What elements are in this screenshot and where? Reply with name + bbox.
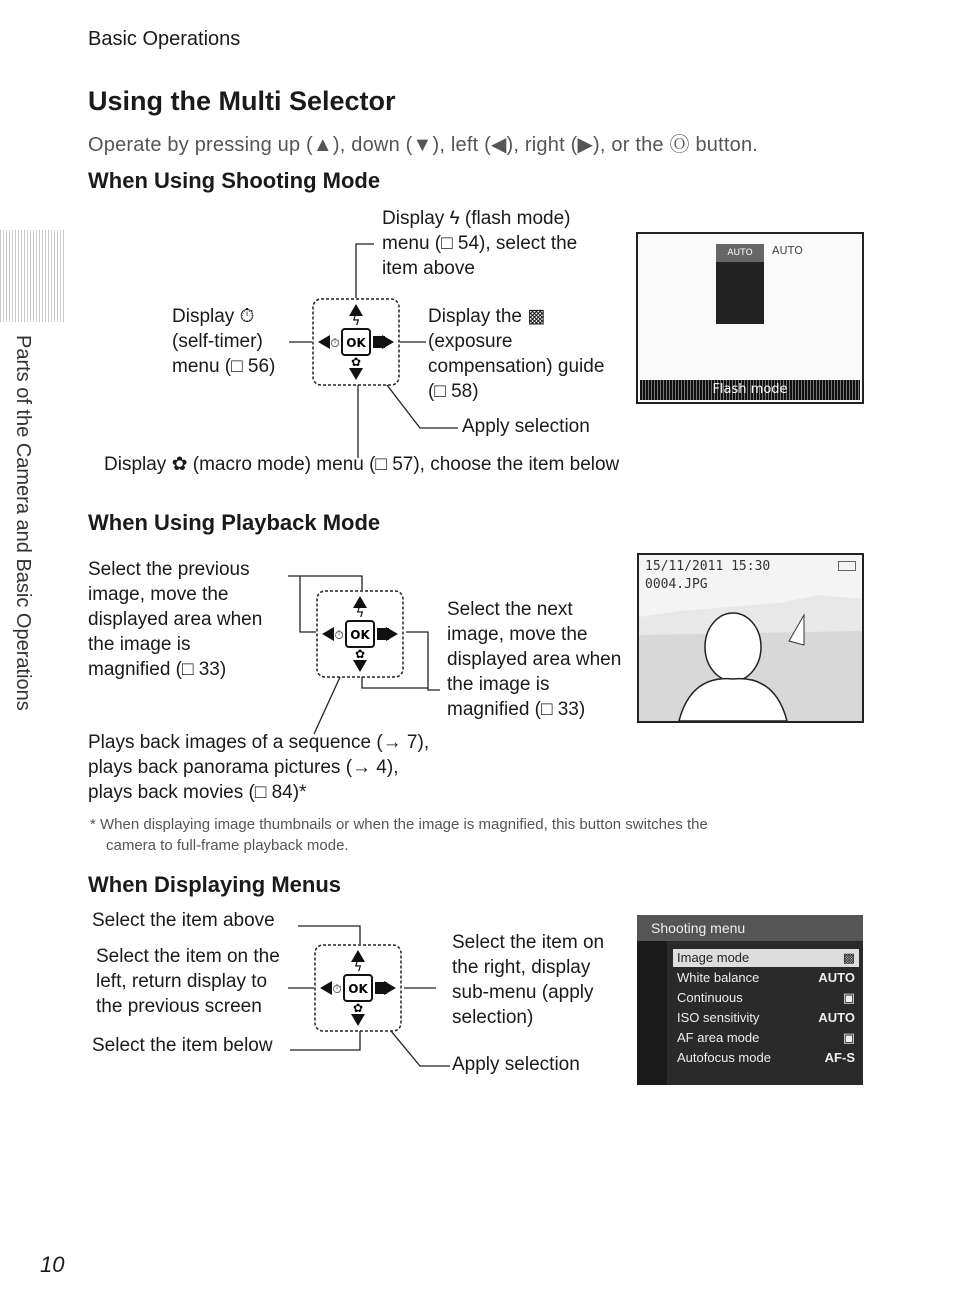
- label-line: compensation) guide: [428, 356, 605, 377]
- ok-label: OK: [348, 982, 368, 996]
- label-line: Select the item on the: [96, 946, 280, 967]
- leader-down: [290, 1030, 360, 1050]
- menu-item-value: AUTO: [818, 970, 855, 985]
- flash-mode-banner: Flash mode: [640, 380, 860, 400]
- label-line: image, move the: [447, 624, 588, 645]
- macro-icon: ✿: [352, 1001, 364, 1015]
- menu-title: Shooting menu: [637, 915, 863, 941]
- label-line: Plays back images of a sequence (→ 7),: [88, 732, 430, 753]
- ok-label: OK: [346, 336, 366, 350]
- multi-selector-menus: [314, 944, 402, 1032]
- label-line: the image is: [447, 674, 550, 695]
- menu-row-white-balance[interactable]: [673, 969, 859, 987]
- label-line: Display ϟ (flash mode): [382, 208, 571, 229]
- label-line: (□ 58): [428, 381, 479, 402]
- flash-icon: ϟ: [355, 606, 365, 621]
- label-line: image, move the: [88, 584, 229, 605]
- playback-filename: 0004.JPG: [645, 577, 708, 592]
- label-line: the previous screen: [96, 996, 262, 1017]
- menu-item-value: ▣: [842, 1030, 855, 1045]
- menu-icon-column: [637, 941, 667, 1085]
- shooting-heading: When Using Shooting Mode: [88, 168, 381, 193]
- menus-heading: When Displaying Menus: [88, 872, 342, 897]
- label-line: displayed area when: [447, 649, 622, 670]
- label-line: magnified (□ 33): [88, 659, 227, 680]
- menu-item-label: Continuous: [677, 990, 743, 1005]
- flash-auto-option: AUTO: [716, 244, 764, 262]
- label-line: magnified (□ 33): [447, 699, 586, 720]
- label-line: menu (□ 54), select the: [382, 233, 578, 254]
- label-line: the image is: [88, 634, 191, 655]
- flash-auto-indicator: AUTO: [772, 244, 803, 257]
- label-line: plays back movies (□ 84)*: [88, 782, 307, 803]
- playback-datetime: 15/11/2011 15:30: [645, 559, 771, 574]
- self-timer-icon: ⏱: [332, 982, 342, 996]
- self-timer-icon: ⏱: [334, 628, 344, 642]
- label-line: (exposure: [428, 331, 513, 352]
- shooting-apply-label: Apply selection: [462, 416, 590, 437]
- label-line: Display the ▩: [428, 306, 546, 327]
- label-line: the right, display: [452, 957, 591, 978]
- page-title: Using the Multi Selector: [88, 86, 396, 116]
- flash-icon: ϟ: [353, 960, 363, 975]
- label-line: sub-menu (apply: [452, 982, 594, 1003]
- menus-apply-label: Apply selection: [452, 1054, 580, 1075]
- ok-label: OK: [350, 628, 370, 642]
- playback-heading: When Using Playback Mode: [88, 510, 381, 535]
- flash-icon: ϟ: [351, 314, 361, 329]
- menu-row-autofocus[interactable]: [673, 1049, 859, 1067]
- label-line: left, return display to: [96, 971, 268, 992]
- running-head: Basic Operations: [88, 28, 241, 50]
- shooting-down-label: Display ✿ (macro mode) menu (□ 57), choose the item below: [104, 454, 620, 475]
- menu-item-value: ▣: [842, 990, 855, 1005]
- label-line: plays back panorama pictures (→ 4),: [88, 757, 399, 778]
- menus-up-label: Select the item above: [92, 910, 275, 931]
- menu-item-label: ISO sensitivity: [677, 1010, 760, 1025]
- label-line: Select the next: [447, 599, 573, 620]
- self-timer-icon: ⏱: [330, 336, 340, 350]
- label-line: (self-timer): [172, 331, 263, 352]
- page-number: 10: [40, 1252, 65, 1277]
- label-line: displayed area when: [88, 609, 263, 630]
- shooting-menu-screen: [637, 915, 863, 1085]
- menu-item-value: AUTO: [818, 1010, 855, 1025]
- menu-item-value: ▩: [842, 950, 855, 965]
- side-tab-label: Parts of the Camera and Basic Operations: [12, 335, 34, 711]
- menu-item-label: White balance: [677, 970, 760, 985]
- footnote-line: camera to full-frame playback mode.: [106, 837, 349, 854]
- label-line: selection): [452, 1007, 534, 1028]
- menu-row-image-mode[interactable]: [673, 949, 859, 967]
- menu-item-value: AF-S: [824, 1050, 855, 1065]
- intro-text: Operate by pressing up (▲), down (▼), left (◀), right (▶), or the Ⓞ button.: [88, 134, 759, 156]
- menu-row-af-area[interactable]: [673, 1029, 859, 1047]
- menu-row-continuous[interactable]: [673, 989, 859, 1007]
- menus-down-label: Select the item below: [92, 1035, 273, 1056]
- label-line: item above: [382, 258, 475, 279]
- footnote-line: * When displaying image thumbnails or when the image is magnified, this button switches the: [90, 816, 708, 833]
- menu-item-label: AF area mode: [677, 1030, 760, 1045]
- macro-icon: ✿: [350, 355, 362, 369]
- label-line: menu (□ 56): [172, 356, 276, 377]
- exposure-icon: [375, 982, 387, 994]
- menu-item-label: Image mode: [677, 950, 750, 965]
- label-line: Select the item on: [452, 932, 605, 953]
- label-line: Select the previous: [88, 559, 250, 580]
- menu-item-label: Autofocus mode: [677, 1050, 771, 1065]
- macro-icon: ✿: [354, 647, 366, 661]
- menu-row-iso[interactable]: [673, 1009, 859, 1027]
- leader-up: [298, 926, 360, 944]
- label-line: Display ⏱: [172, 306, 255, 327]
